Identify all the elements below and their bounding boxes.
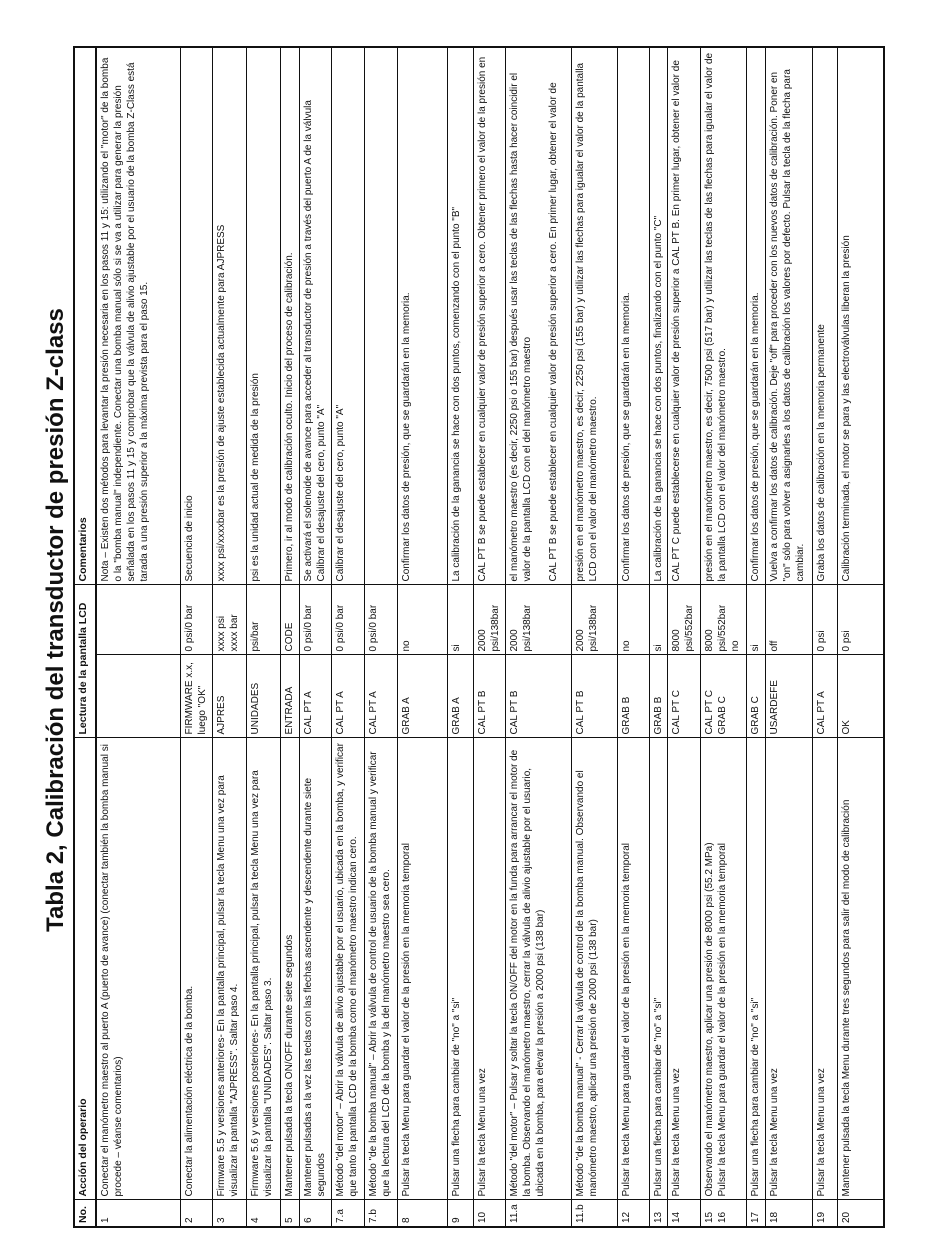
cell-no: 19 xyxy=(812,1200,837,1227)
cell-accion: Mantener pulsadas a la vez las teclas con las flechas ascendente y descendente durante siete segundos xyxy=(299,738,332,1200)
cell-comentarios: Calibración terminada, el motor se para y las electroválvulas liberan la presión xyxy=(838,47,884,585)
cell-accion: Conectar el manómetro maestro al puerto A (puerto de avance) (conectar también la bomba manual si procede – véanse comentarios) xyxy=(96,738,180,1200)
table-row xyxy=(506,47,571,1227)
cell-no: 14 xyxy=(668,1200,701,1227)
cell-no: 2 xyxy=(180,1200,213,1227)
cell-comentarios: Calibrar el desajuste del cero, punto "A" xyxy=(332,47,365,585)
cell-lectura: AJPRES xyxy=(213,655,247,738)
cell-no: 18 xyxy=(766,1200,812,1227)
cell-accion: Método "del motor" – Pulsar y soltar la tecla ON/OFF del motor en la funda para arrancar el motor de la bomba. Observando el manómetro maestro, cerrar la válvula de alivio ajustable por el usuario, ubicada en la bomba, para elevar la presión a 2000 psi (138 bar) xyxy=(506,738,571,1200)
cell-lectura-value: 0 psi/0 bar xyxy=(365,585,398,655)
table-row xyxy=(838,47,884,1227)
cell-no: 11.b xyxy=(571,1200,617,1227)
cell-lectura-value: 8000 psi/552bar no xyxy=(701,585,747,655)
cell-lectura-value: 2000 psi/138bar xyxy=(473,585,506,655)
cell-accion: Mantener pulsada la tecla Menu durante tres segundos para salir del modo de calibración xyxy=(838,738,884,1200)
cell-lectura-value xyxy=(96,585,180,655)
cell-accion: Conectar la alimentación eléctrica de la bomba. xyxy=(180,738,213,1200)
header-no: No. xyxy=(74,1200,96,1227)
cell-lectura-value: no xyxy=(397,585,448,655)
table-row xyxy=(280,47,299,1227)
cell-no: 7.a xyxy=(332,1200,365,1227)
cell-lectura: CAL PT A xyxy=(365,655,398,738)
table-row xyxy=(649,47,668,1227)
cell-accion: Método "de la bomba manual" – Abrir la válvula de control de usuario de la bomba manual y verificar que la lectura del LCD de la bomba y la del manómetro maestro sea cero. xyxy=(365,738,398,1200)
cell-lectura: CAL PT B xyxy=(506,655,571,738)
cell-comentarios: presión en el manómetro maestro, es decir, 7500 psi (517 bar) y utilizar las teclas de las flechas para igualar el valor de la pantalla LCD con el valor del manómetro maestro. xyxy=(701,47,747,585)
cell-lectura: CAL PT C xyxy=(668,655,701,738)
cell-comentarios: Vuelva a confirmar los datos de calibración. Deje "off" para proceder con los nuevos datos de calibración. Poner en "on" sólo para volver a asignarles a los datos de calibración los valores por defecto. Pulsar la tecla de la flecha para cambiar. xyxy=(766,47,812,585)
cell-no: 3 xyxy=(213,1200,247,1227)
cell-lectura-value: si xyxy=(649,585,668,655)
cell-comentarios: Primero, ir al modo de calibración oculto. Inicio del proceso de calibración. xyxy=(280,47,299,585)
cell-no: 1 xyxy=(96,1200,180,1227)
cell-lectura: USARDEFE xyxy=(766,655,812,738)
table-row xyxy=(180,47,213,1227)
header-lectura: Lectura de la pantalla LCD xyxy=(74,585,96,738)
page-title: Tabla 2, Calibración del transductor de presión Z-class xyxy=(42,308,69,932)
calibration-table-wrap xyxy=(73,48,885,1228)
cell-lectura: FIRMWARE x.x, luego "OK" xyxy=(180,655,213,738)
cell-accion: Pulsar la tecla Menu una vez xyxy=(473,738,506,1200)
cell-comentarios xyxy=(365,47,398,585)
cell-lectura-value: si xyxy=(747,585,766,655)
cell-accion: Método "del motor" – Abrir la válvula de alivio ajustable por el usuario, ubicada en la bomba, y verificar que tanto la pantalla LCD de la bomba como el manómetro maestro indican cero. xyxy=(332,738,365,1200)
table-row xyxy=(365,47,398,1227)
cell-lectura: UNIDADES xyxy=(247,655,281,738)
table-row xyxy=(473,47,506,1227)
table-row xyxy=(766,47,812,1227)
cell-no: 13 xyxy=(649,1200,668,1227)
cell-lectura: CAL PT A xyxy=(812,655,837,738)
cell-comentarios: Confirmar los datos de presión, que se guardarán en la memoria. xyxy=(747,47,766,585)
cell-comentarios: psi es la unidad actual de medida de la presión xyxy=(247,47,281,585)
cell-lectura-value: 0 psi/0 bar xyxy=(332,585,365,655)
cell-lectura-value: CODE xyxy=(280,585,299,655)
cell-comentarios: CAL PT B se puede establecer en cualquier valor de presión superior a cero. Obtener primero el valor de la presión en xyxy=(473,47,506,585)
cell-accion: Firmware 5.5 y versiones anteriores- En la pantalla principal, pulsar la tecla Menu una vez para visualizar la pantalla "AJPRESS". Saltar paso 4. xyxy=(213,738,247,1200)
table-row xyxy=(247,47,281,1227)
cell-lectura-value: xxxx psi xxxx bar xyxy=(213,585,247,655)
cell-lectura-value: no xyxy=(617,585,649,655)
cell-no: 6 xyxy=(299,1200,332,1227)
cell-comentarios: Graba los datos de calibración en la memoria permanente xyxy=(812,47,837,585)
cell-accion: Pulsar la tecla Menu para guardar el valor de la presión en la memoria temporal xyxy=(397,738,448,1200)
table-row xyxy=(812,47,837,1227)
cell-lectura: CAL PT C GRAB C xyxy=(701,655,747,738)
cell-comentarios: La calibración de la ganancia se hace con dos puntos, finalizando con el punto "C" xyxy=(649,47,668,585)
cell-comentarios: presión en el manómetro maestro, es decir, 2250 psi (155 bar) y utilizar las flechas para igualar el valor de la pantalla LCD con el valor del manómetro maestro. xyxy=(571,47,617,585)
table-row xyxy=(332,47,365,1227)
table-row xyxy=(299,47,332,1227)
cell-no: 11.a xyxy=(506,1200,571,1227)
cell-lectura: CAL PT A xyxy=(332,655,365,738)
cell-accion: Pulsar una flecha para cambiar de "no" a "si" xyxy=(448,738,473,1200)
cell-no: 12 xyxy=(617,1200,649,1227)
cell-no: 17 xyxy=(747,1200,766,1227)
header-accion: Acción del operario xyxy=(74,738,96,1200)
cell-no: 4 xyxy=(247,1200,281,1227)
cell-no: 7.b xyxy=(365,1200,398,1227)
table-row xyxy=(747,47,766,1227)
cell-lectura-value: 0 psi xyxy=(838,585,884,655)
cell-lectura: GRAB A xyxy=(397,655,448,738)
cell-accion: Pulsar la tecla Menu para guardar el valor de la presión en la memoria temporal xyxy=(617,738,649,1200)
cell-accion: Pulsar una flecha para cambiar de "no" a "si" xyxy=(649,738,668,1200)
cell-lectura: OK xyxy=(838,655,884,738)
table-row xyxy=(571,47,617,1227)
cell-lectura: CAL PT B xyxy=(473,655,506,738)
cell-lectura-value: si xyxy=(448,585,473,655)
cell-accion: Firmware 5.6 y versiones posteriores- En la pantalla principal, pulsar la tecla Menu una vez para visualizar la pantalla "UNIDADES". Saltar paso 3. xyxy=(247,738,281,1200)
cell-no: 10 xyxy=(473,1200,506,1227)
cell-comentarios: CAL PT C puede establecerse en cualquier valor de presión superior a CAL PT B. En primer lugar, obtener el valor de xyxy=(668,47,701,585)
table-row xyxy=(397,47,448,1227)
calibration-table xyxy=(73,46,885,1228)
table-row xyxy=(617,47,649,1227)
table-row xyxy=(448,47,473,1227)
cell-lectura-value: psi/bar xyxy=(247,585,281,655)
cell-lectura-value: 8000 psi/552bar xyxy=(668,585,701,655)
cell-lectura-value: 0 psi/0 bar xyxy=(180,585,213,655)
cell-comentarios: La calibración de la ganancia se hace con dos puntos, comenzando con el punto "B" xyxy=(448,47,473,585)
cell-accion: Mantener pulsada la tecla ON/OFF durante siete segundos xyxy=(280,738,299,1200)
cell-lectura xyxy=(96,655,180,738)
cell-comentarios: Se activará el solenoide de avance para acceder al transductor de presión a través del puerto A de la válvula Calibrar el desajuste del cero, punto "A" xyxy=(299,47,332,585)
cell-lectura: GRAB A xyxy=(448,655,473,738)
cell-lectura: GRAB B xyxy=(617,655,649,738)
cell-lectura-value: off xyxy=(766,585,812,655)
cell-lectura-value: 2000 psi/138bar xyxy=(506,585,571,655)
cell-lectura: GRAB B xyxy=(649,655,668,738)
cell-no: 20 xyxy=(838,1200,884,1227)
cell-comentarios: el manómetro maestro (es decir, 2250 psi o 155 bar) después usar las teclas de las flechas hasta hacer coincidir el valor de la pantalla LCD con el del manómetro maestro CAL PT B se puede establecer en cualquier valor de presión superior a cero. En primer lugar, obtener el valor de xyxy=(506,47,571,585)
cell-comentarios: xxxx psi/xxxxbar es la presión de ajuste establecida actualmente para AJPRESS xyxy=(213,47,247,585)
header-comentarios: Comentarios xyxy=(74,47,96,585)
table-row xyxy=(668,47,701,1227)
cell-accion: Observando el manómetro maestro, aplicar una presión de 8000 psi (55.2 MPa) Pulsar la tecla Menu para guardar el valor de la presión en la memoria temporal xyxy=(701,738,747,1200)
table-row xyxy=(213,47,247,1227)
cell-comentarios: Secuencia de inicio xyxy=(180,47,213,585)
cell-lectura: CAL PT A xyxy=(299,655,332,738)
cell-comentarios: Nota – Existen dos métodos para levantar la presión necesaria en los pasos 11 y 15: utilizando el "motor" de la bomba o la "bomba manual" independiente. Conectar una bomba manual sólo si se va a utilizar para generar la presión señalada en los pasos 11 y 15 y comprobar que la válvula de alivio ajustable por el usuario de la bomba Z-Class está tarada a una presión superior a la máxima prevista para el paso 15. xyxy=(96,47,180,585)
cell-comentarios: Confirmar los datos de presión, que se guardarán en la memoria. xyxy=(397,47,448,585)
cell-lectura: CAL PT B xyxy=(571,655,617,738)
cell-lectura-value: 2000 psi/138bar xyxy=(571,585,617,655)
table-row xyxy=(96,47,180,1227)
table-row xyxy=(701,47,747,1227)
cell-lectura: GRAB C xyxy=(747,655,766,738)
table-body xyxy=(96,47,884,1227)
cell-accion: Pulsar la tecla Menu una vez xyxy=(812,738,837,1200)
cell-lectura-value: 0 psi/0 bar xyxy=(299,585,332,655)
cell-no: 15 16 xyxy=(701,1200,747,1227)
cell-accion: Pulsar la tecla Menu una vez xyxy=(668,738,701,1200)
cell-accion: Pulsar una flecha para cambiar de "no" a "si" xyxy=(747,738,766,1200)
cell-lectura: ENTRADA xyxy=(280,655,299,738)
cell-comentarios: Confirmar los datos de presión, que se guardarán en la memoria. xyxy=(617,47,649,585)
cell-accion: Pulsar la tecla Menu una vez xyxy=(766,738,812,1200)
cell-no: 8 xyxy=(397,1200,448,1227)
cell-no: 5 xyxy=(280,1200,299,1227)
table-header-row xyxy=(74,47,96,1227)
cell-accion: Método "de la bomba manual" - Cerrar la válvula de control de la bomba manual. Observando el manómetro maestro, aplicar una presión de 2000 psi (138 bar) xyxy=(571,738,617,1200)
cell-no: 9 xyxy=(448,1200,473,1227)
cell-lectura-value: 0 psi xyxy=(812,585,837,655)
